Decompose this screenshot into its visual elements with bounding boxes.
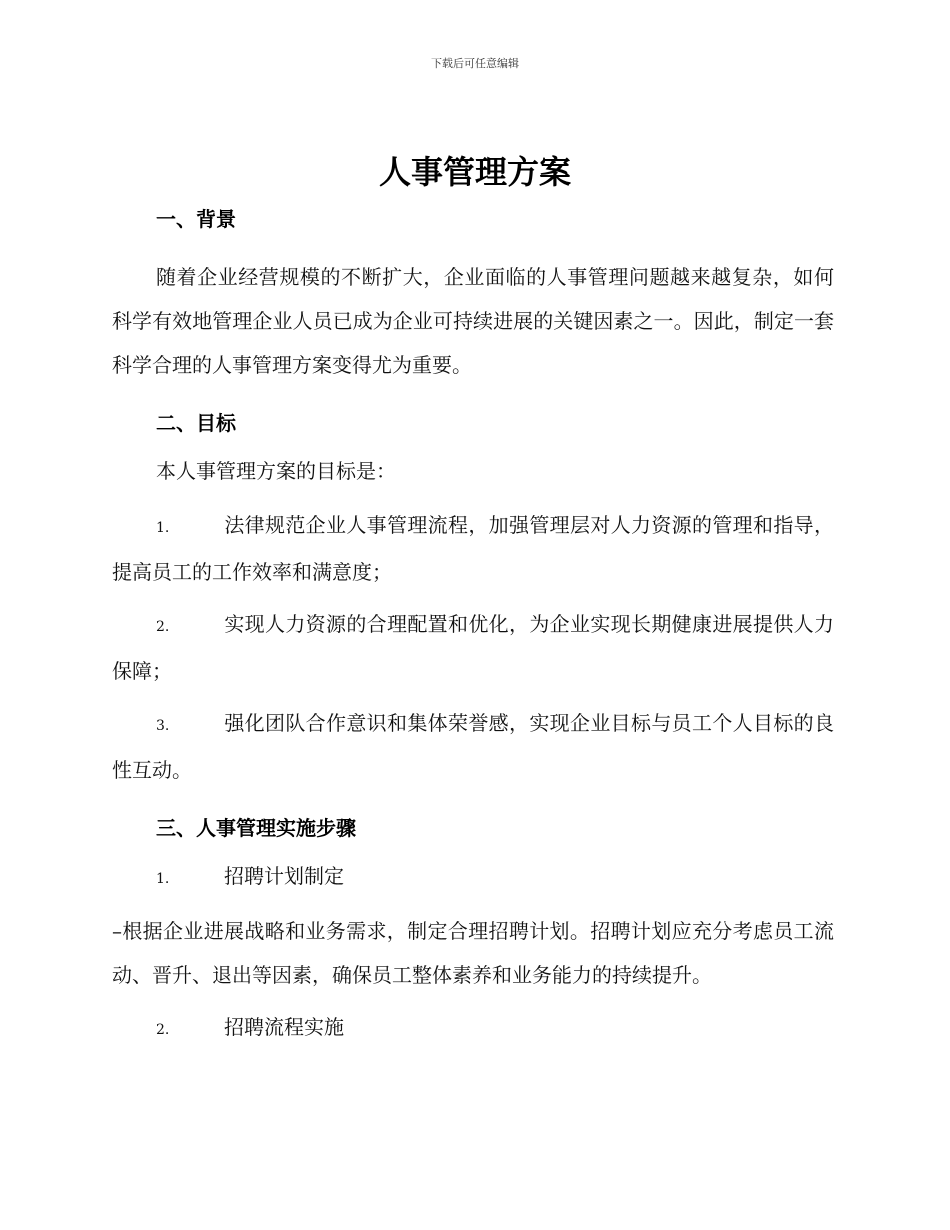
section-heading-steps: 三、人事管理实施步骤 (156, 816, 356, 840)
section-heading-goals: 二、目标 (156, 411, 236, 435)
goal-item (112, 503, 834, 594)
document-title: 人事管理方案 (378, 153, 571, 191)
document-body (112, 203, 834, 1052)
step-item (112, 854, 834, 901)
section-heading-background: 一、背景 (156, 207, 236, 231)
header-note: 下载后可任意编辑 (431, 57, 519, 70)
step-item-text: 招聘流程实施 (224, 1015, 344, 1039)
goal-item (112, 701, 834, 792)
step-item (112, 1005, 834, 1052)
step-item-text: 招聘计划制定 (224, 864, 344, 888)
step-item-number: 2. (156, 1022, 170, 1038)
goal-item-text: 实现人力资源的合理配置和优化，为企业实现长期健康进展提供人力保障； (112, 612, 834, 683)
goal-item-number: 2. (156, 619, 170, 635)
goal-item-text: 法律规范企业人事管理流程，加强管理层对人力资源的管理和指导，提高员工的工作效率和满意度； (112, 513, 834, 584)
goal-item-number: 1. (156, 520, 170, 536)
goal-item-number: 3. (156, 718, 170, 734)
goals-intro: 本人事管理方案的目标是： (156, 459, 396, 483)
goal-item (112, 602, 834, 693)
background-paragraph: 随着企业经营规模的不断扩大，企业面临的人事管理问题越来越复杂，如何科学有效地管理企业人员已成为企业可持续进展的关键因素之一。因此，制定一套科学合理的人事管理方案变得尤为重要。 (112, 265, 834, 377)
step-item-number: 1. (156, 871, 170, 887)
step-detail-paragraph: –根据企业进展战略和业务需求，制定合理招聘计划。招聘计划应充分考虑员工流动、晋升、退出等因素，确保员工整体素养和业务能力的持续提升。 (112, 919, 834, 987)
goal-item-text: 强化团队合作意识和集体荣誉感，实现企业目标与员工个人目标的良性互动。 (112, 711, 834, 782)
